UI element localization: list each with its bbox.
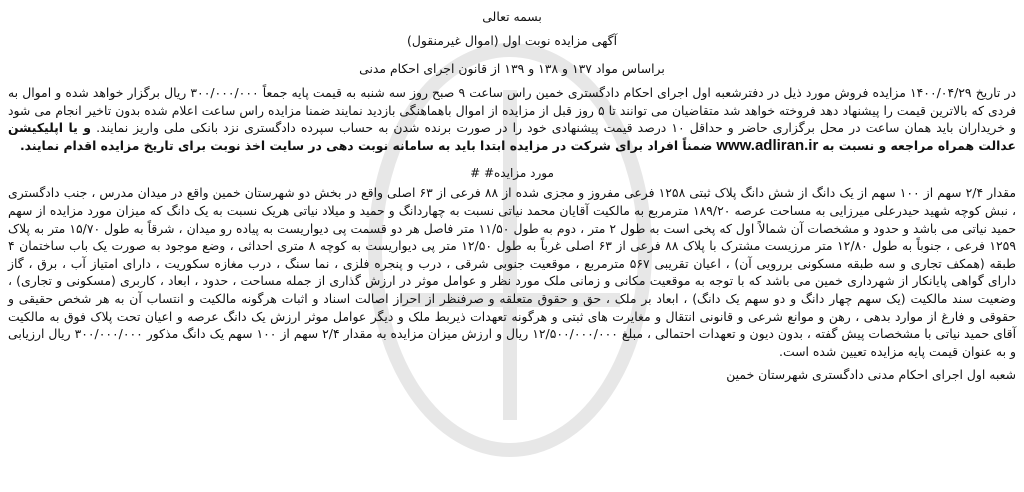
auction-notice <box>8 4 1016 396</box>
notice-title: آگهی مزایده نوبت اول (اموال غیرمنقول) <box>406 33 618 48</box>
subject-heading: مورد مزایده# # <box>470 166 554 181</box>
intro-text: در تاریخ ۱۴۰۰/۰۴/۲۹ مزایده فروش مورد ذیل در دفترشعبه اول اجرای احکام دادگستری خمین راس ساعت ۹ صبح روز سه شنبه به قیمت پایه جمعاً ۳۰۰/۰۰۰/۰۰۰ ریال برگزار خواهد شده و اموال به فردی که بالاترین قیمت را پیشنهاد دهد فروخته خواهد شد متقاضیان می توانند تا ۵ روز قبل از مزایده از اموال باهماهنگی بازدید نمایند ضمنا مزایده راس ساعت اعلام شده بدون تاخیر انجام می شود و خریداران باید همان ساعت در محل برگزاری حاضر و حداقل ۱۰ درصد قیمت پیشنهادی خود را در صورت برنده شدن به حساب سپرده دادگستری نزد بانکی ملی واریز نمایند. <box>8 85 1016 136</box>
adliran-site-link[interactable]: www.adliran.ir <box>716 136 819 154</box>
property-description: مقدار ۲/۴ سهم از ۱۰۰ سهم از یک دانگ از شش دانگ پلاک ثبتی ۱۲۵۸ فرعی مفروز و مجزی شده از ۸۸ فرعی از ۶۳ اصلی واقع در بخش دو شهرستان خمین واقع در میدان مدرس ، جنب دادگستری ، نبش کوچه شهید حیدرعلی میرزایی به مساحت عرصه ۱۸۹/۲۰ مترمربع به مالکیت آقایان محمد نیاتی نسبت به چهاردانگ و حمید و میلاد نیاتی هریک نسبت به یک دانگ که میزان مورد مزایده از سهم حمید نیاتی می باشد و حدود و مشخصات آن شمالاً اول که پخی است به طول ۲ متر ، دوم به طول ۱۱/۵۰ متر فاصل هر دو قسمت پی دیواریست به پیاده رو میدان ، شرقاً به طول ۱۵/۷۰ متر به پلاک ۱۲۵۹ فرعی ، جنوباً به طول ۱۲/۸۰ متر مرزیست مشترک با پلاک ۸۸ فرعی از ۶۳ اصلی غرباً به طول ۱۲/۵۰ متر پی دیواریست به کوچه ۸ متری احداثی ، وضع موجود به صورت یک باب ساختمان ۴ طبقه (همکف تجاری و سه طبقه مسکونی بررویی آن) ، اعیان تقریبی ۵۶۷ مترمربع ، موقعیت جنوبی شرقی ، درب و پنجره فلزی ، نما سنگ ، درب مغازه سکوریت ، دارای امتیاز آب ، برق ، گاز دارای گواهی پایانکار از شهرداری خمین می باشد که با توجه به موقعیت مکانی و زمانی ملک مورد نظر و عوامل موثر در ارزش گذاری از جمله مساحت ، حدود ، ابعاد ، کاربری (مسکونی و تجاری) ، وضعیت سند مالکیت (یک سهم چهار دانگ و دو سهم یک دانگ) ، ابعاد بر ملک ، حق و حقوق متعلقه و صرفنظر از احراز اصالت اسناد و اثبات هرگونه مالکیت و انتساب آن به هر شخص حقیقی و حقوقی و فارغ از موارد بدهی ، رهن و موانع شرعی و قانونی انتقال و مغایرت های ثبتی و هرگونه تعهدات ذیربط ملک و دیگر عوامل موثر ارزش یک دانگ عرصه و اعیان تحت پلاک فوق به مالکیت آقای حمید نیاتی با مشخصات پیش گفته ، بدون دیون و تعهدات احتمالی ، مبلغ ۱۲/۵۰۰/۰۰۰/۰۰۰ ریال و ارزش میزان مزایده به مقدار ۲/۴ سهم از ۱۰۰ سهم یک دانگ مذکور ۳۰۰/۰۰۰/۰۰۰ ریال ارزیابی و به عنوان قیمت پایه مزایده تعیین شده است. <box>8 185 1017 359</box>
intro-bold-appointment: ضمناً افراد برای شرکت در مزایده ابتدا باید به سامانه نوبت دهی در سایت اخذ نوبت برای تاریخ مزایده اقدام نمایند. <box>19 137 713 153</box>
issuing-branch-signature: شعبه اول اجرای احکام مدنی دادگستری شهرستان خمین <box>726 367 1016 383</box>
intro-bold-text: و یا اپلیکیشن عدالت همراه مراجعه و نسبت به <box>8 120 1016 153</box>
intro-paragraph <box>8 84 1016 154</box>
legal-basis: براساس مواد ۱۳۷ و ۱۳۸ و ۱۳۹ از قانون اجرای احکام مدنی <box>359 61 665 76</box>
invocation-heading: بسمه تعالی <box>482 9 542 24</box>
